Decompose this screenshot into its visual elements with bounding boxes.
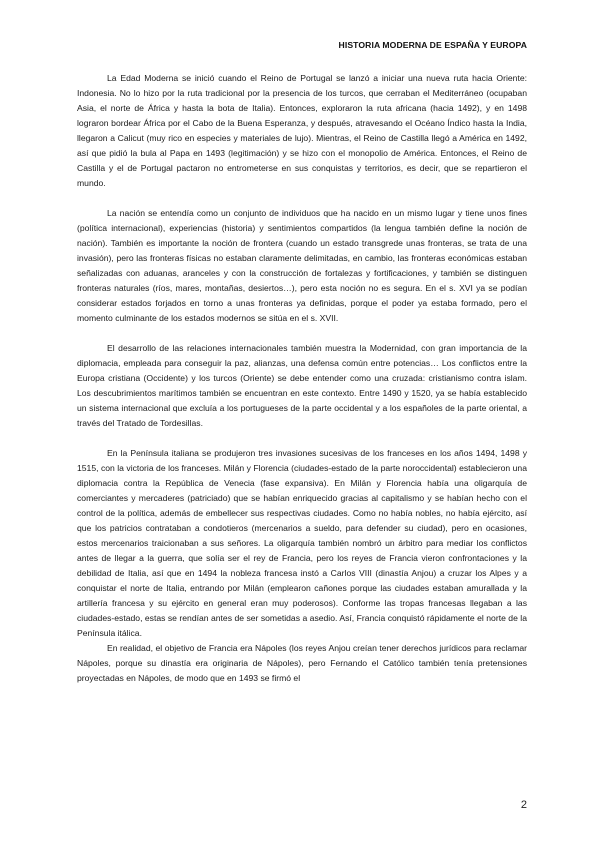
paragraph: El desarrollo de las relaciones internacionales también muestra la Modernidad, con gran importancia de la diplomacia, empleada para conseguir la paz, alianzas, una defensa común entre potencias… Los conflictos entre la Europa cristiana (Occidente) y los turcos (Oriente) se debe entender como una cruzada: cristianismo contra islam. Los descubrimientos marítimos también se encuentran en este contexto. Entre 1490 y 1520, ya se había establecido un sistema internacional que excluía a los portugueses de la parte occidental y a los españoles de la parte oriental, a través del Tratado de Tordesillas. <box>77 343 527 428</box>
document-body <box>77 71 527 686</box>
page-number: 2 <box>520 799 527 811</box>
paragraph: En realidad, el objetivo de Francia era Nápoles (los reyes Anjou creían tener derechos jurídicos para reclamar Nápoles, porque su dinastía era originaria de Nápoles), pero Fernando el Católico también tenía pretensiones proyectadas en Nápoles, de modo que en 1493 se firmó el <box>77 643 527 683</box>
paragraph: La Edad Moderna se inició cuando el Reino de Portugal se lanzó a iniciar una nueva ruta hacia Oriente: Indonesia. No lo hizo por la ruta tradicional por la presencia de los turcos, que cerraban el Mediterráneo (ocupaban Asia, el norte de África y hasta la bota de Italia). Entonces, exploraron la ruta africana (hacia 1492), y en 1498 lograron bordear África por el Cabo de la Buena Esperanza, y después, atravesando el Océano Índico hasta la India, llegaron a Calicut (muy rico en especies y materiales de lujo). Mientras, el Reino de Castilla llegó a América en 1492, así que pidió la bula al Papa en 1493 (legitimación) y se hizo con el monopolio de América. Entonces, el Reino de Castilla y el de Portugal pactaron no entrometerse en sus conquistas y territorios, es decir, que se repartieron el mundo. <box>77 73 527 188</box>
running-header: HISTORIA MODERNA DE ESPAÑA Y EUROPA <box>338 40 527 50</box>
paragraph: En la Península italiana se produjeron tres invasiones sucesivas de los franceses en los años 1494, 1498 y 1515, con la victoria de los franceses. Milán y Florencia (ciudades-estado de la parte noroccidental) establecieron una diplomacia contra la República de Venecia (fase expansiva). En Milán y Florencia había una oligarquía de comerciantes y mercaderes (patriciado) que se habían enriquecido gracias al capitalismo y se habían hecho con el control de la política, además de embellecer sus respectivas ciudades. Como no había nobles, no había ejército, así que los patricios contrataban a condotieros (mercenarios a sueldo, para defender su ciudad), pero en ocasiones, estos mercenarios traicionaban a sus señores. La oligarquía también nombró un árbitro para mediar los conflictos antes de llegar a la guerra, que solía ser el rey de Francia, pero los reyes de Francia vieron confrontaciones y la debilidad de Italia, así que en 1494 la nobleza francesa instó a Carlos VIII (dinastía Anjou) a cruzar los Alpes y a conquistar el norte de Italia, entrando por Milán (emplearon cañones porque las ciudades estaban amurallada y la artillería francesa y su ejército en general eran muy poderosos). Conforme las tropas francesas llegaban a las ciudades-estado, estas se rendían antes de ser sometidas a asedio. Así, Francia conquistó rápidamente el norte de la Península itálica. <box>77 448 527 638</box>
paragraph: La nación se entendía como un conjunto de individuos que ha nacido en un mismo lugar y tiene unos fines (política internacional), experiencias (historia) y sentimientos compartidos (la lengua también define la noción de nación). También es importante la noción de frontera (cuando un estado transgrede unas fronteras, se trata de una invasión), pero las fronteras físicas no estaban claramente delimitadas, en cambio, las fronteras económicas estaban señalizadas con aduanas, aranceles y con la construcción de fortalezas y fortificaciones, y también se distinguen fronteras naturales (ríos, mares, montañas, desiertos…), pero esta noción no es segura. En el s. XVI ya se podían considerar estados forjados en torno a unas fronteras ya definidas, porque el poder ya estaba formado, pero el momento culminante de los estados modernos se sitúa en el s. XVII. <box>77 208 527 323</box>
